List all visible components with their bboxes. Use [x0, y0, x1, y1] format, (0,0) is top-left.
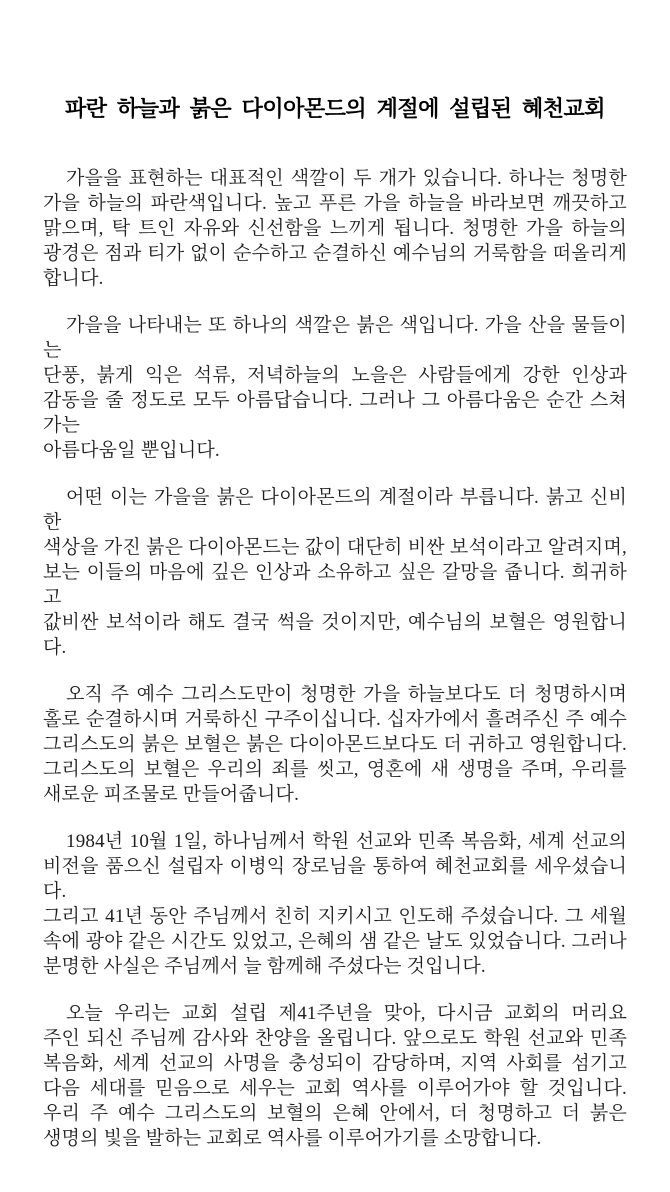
text-line: 주인 되신 주님께 감사와 찬양을 올립니다. 앞으로도 학원 선교와 민족: [43, 1028, 627, 1049]
text-line: 어떤 이는 가을을 붉은 다이아몬드의 계절이라 부릅니다. 붉고 신비한: [43, 487, 627, 533]
text-line: 그리스도의 보혈은 우리의 죄를 씻고, 영혼에 새 생명을 주며, 우리를: [43, 759, 627, 780]
text-line: 분명한 사실은 주님께서 늘 함께해 주셨다는 것입니다.: [43, 956, 486, 977]
text-line: 감동을 줄 정도로 모두 아름답습니다. 그러나 그 아름다움은 순간 스쳐가는: [43, 390, 627, 436]
text-line: 보는 이들의 마음에 깊은 인상과 소유하고 싶은 갈망을 줍니다. 희귀하고: [43, 562, 627, 608]
text-line: 홀로 순결하시며 거룩하신 구주이십니다. 십자가에서 흘려주신 주 예수: [43, 709, 627, 730]
paragraph: [43, 313, 627, 463]
paragraph: [43, 682, 627, 807]
text-line: 비전을 품으신 설립자 이병익 장로님을 통하여 혜천교회를 세우셨습니다.: [43, 856, 627, 902]
text-line: 가을을 나타내는 또 하나의 색깔은 붉은 색입니다. 가을 산을 물들이는: [43, 315, 627, 361]
text-line: 광경은 점과 티가 없이 순수하고 순결하신 예수님의 거룩함을 떠올리게: [43, 243, 627, 264]
text-line: 생명의 빛을 발하는 교회로 역사를 이루어가기를 소망합니다.: [43, 1128, 542, 1149]
text-line: 그리스도의 붉은 보혈은 붉은 다이아몬드보다도 더 귀하고 영원합니다.: [43, 734, 627, 755]
text-line: 오직 주 예수 그리스도만이 청명한 가을 하늘보다도 더 청명하시며: [66, 684, 627, 705]
text-line: 새로운 피조물로 만들어줍니다.: [43, 784, 300, 805]
text-line: 그리고 41년 동안 주님께서 친히 지키시고 인도해 주셨습니다. 그 세월: [43, 906, 627, 927]
paragraph: [43, 829, 627, 979]
text-line: 단풍, 붉게 익은 석류, 저녁하늘의 노을은 사람들에게 강한 인상과: [43, 365, 627, 386]
paragraph: [43, 166, 627, 291]
text-line: 가을을 표현하는 대표적인 색깔이 두 개가 있습니다. 하나는 청명한: [66, 168, 627, 189]
document-body: [43, 166, 627, 1151]
text-line: 값비싼 보석이라 해도 결국 썩을 것이지만, 예수님의 보혈은 영원합니다.: [43, 612, 627, 658]
text-line: 속에 광야 같은 시간도 있었고, 은혜의 샘 같은 날도 있었습니다. 그러나: [43, 931, 627, 952]
document-title: 파란 하늘과 붉은 다이아몬드의 계절에 설립된 혜천교회: [64, 96, 605, 121]
text-line: 복음화, 세계 선교의 사명을 충성되이 감당하며, 지역 사회를 섬기고: [43, 1053, 627, 1074]
text-line: 맑으며, 탁 트인 자유와 신선함을 느끼게 됩니다. 청명한 가을 하늘의: [43, 218, 627, 239]
text-line: 다음 세대를 믿음으로 세우는 교회 역사를 이루어가야 할 것입니다.: [43, 1078, 627, 1099]
paragraph: [43, 1001, 627, 1151]
text-line: 합니다.: [43, 268, 104, 289]
text-line: 색상을 가진 붉은 다이아몬드는 값이 대단히 비싼 보석이라고 알려지며,: [43, 537, 627, 558]
text-line: 가을 하늘의 파란색입니다. 높고 푸른 가을 하늘을 바라보면 깨끗하고: [43, 193, 627, 214]
paragraph: [43, 485, 627, 660]
text-line: 오늘 우리는 교회 설립 제41주년을 맞아, 다시금 교회의 머리요: [66, 1003, 627, 1024]
text-line: 우리 주 예수 그리스도의 보혈의 은혜 안에서, 더 청명하고 더 붉은: [43, 1103, 627, 1124]
text-line: 아름다움일 뿐입니다.: [43, 440, 220, 461]
text-line: 1984년 10월 1일, 하나님께서 학원 선교와 민족 복음화, 세계 선교의: [66, 831, 627, 852]
